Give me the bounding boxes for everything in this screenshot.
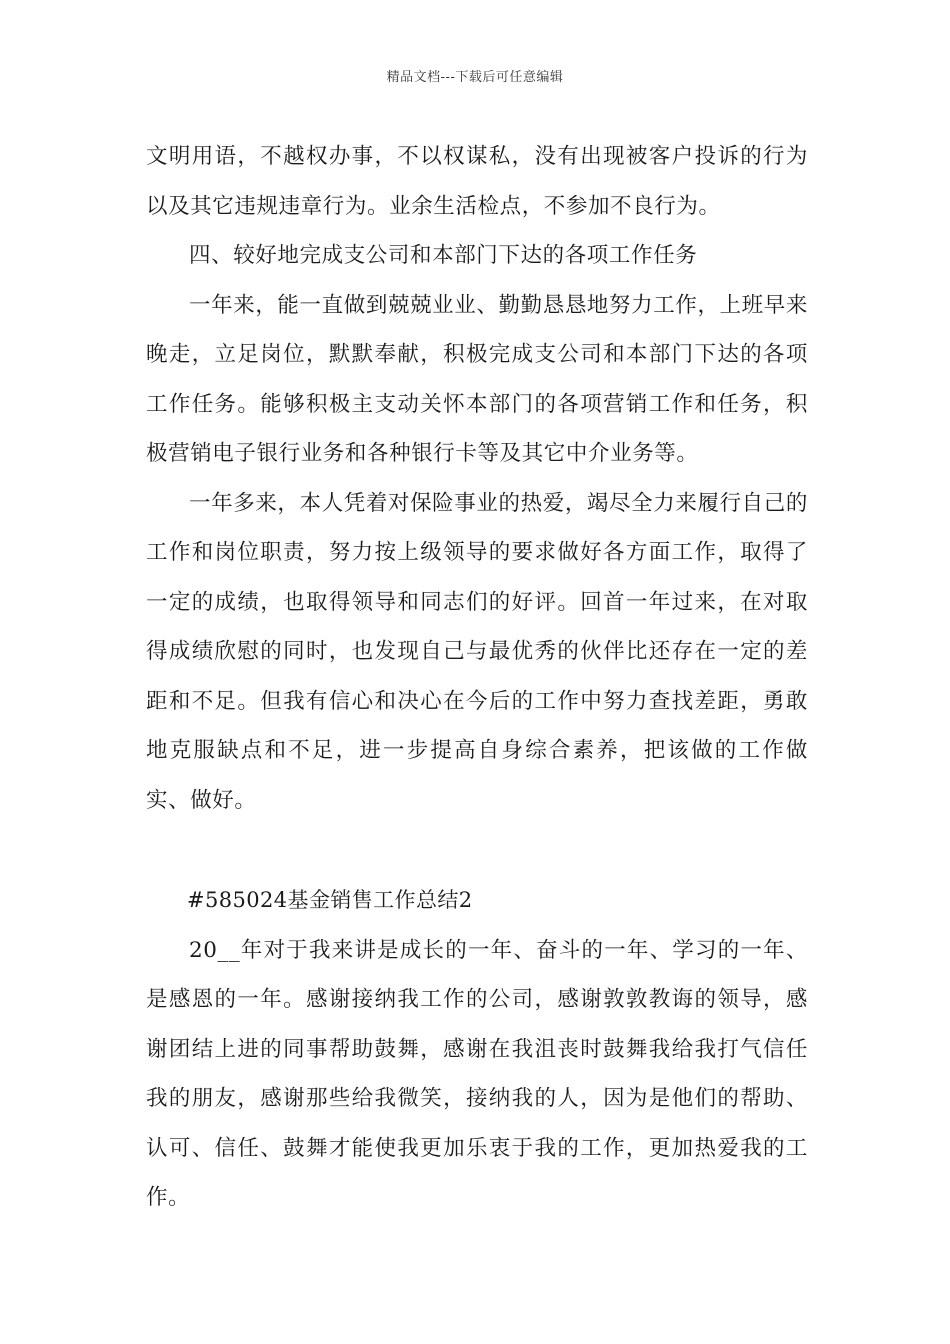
summary-heading: #585024基金销售工作总结2 — [187, 888, 473, 912]
paragraph-gratitude: 20__年对于我来讲是成长的一年、奋斗的一年、学习的一年、是感恩的一年。感谢接纳我工作的公司，感谢敦敦教诲的领导，感谢团结上进的同事帮助鼓舞，感谢在我沮丧时鼓舞我给我打气信任我的朋友，感谢那些给我微笑，接纳我的人，因为是他们的帮助、认可、信任、鼓舞才能使我更加乐衷于我的工作，更加热爱我的工作。 — [146, 937, 808, 1210]
paragraph-reflection: 一年多来，本人凭着对保险事业的热爱，竭尽全力来履行自己的工作和岗位职责，努力按上级领导的要求做好各方面工作，取得了一定的成绩，也取得领导和同志们的好评。回首一年过来，在对取得成绩欣慰的同时，也发现自己与最优秀的伙伴比还存在一定的差距和不足。但我有信心和决心在今后的工作中努力查找差距，勇敢地克服缺点和不足，进一步提高自身综合素养，把该做的工作做实、做好。 — [146, 490, 808, 813]
document-body — [146, 132, 808, 1223]
section-spacer — [146, 825, 808, 876]
paragraph-conduct: 文明用语，不越权办事，不以权谋私，没有出现被客户投诉的行为以及其它违规违章行为。业余生活检点，不参加不良行为。 — [146, 144, 808, 219]
section-four-title: 四、较好地完成支公司和本部门下达的各项工作任务 — [189, 243, 698, 268]
page-header-watermark: 精品文档---下载后可任意编辑 — [386, 70, 564, 85]
paragraph-work-tasks: 一年来，能一直做到兢兢业业、勤勤恳恳地努力工作，上班早来晚走，立足岗位，默默奉献，积极完成支公司和本部门下达的各项工作任务。能够积极主支动关怀本部门的各项营销工作和任务，积极营销电子银行业务和各种银行卡等及其它中介业务等。 — [146, 292, 808, 466]
